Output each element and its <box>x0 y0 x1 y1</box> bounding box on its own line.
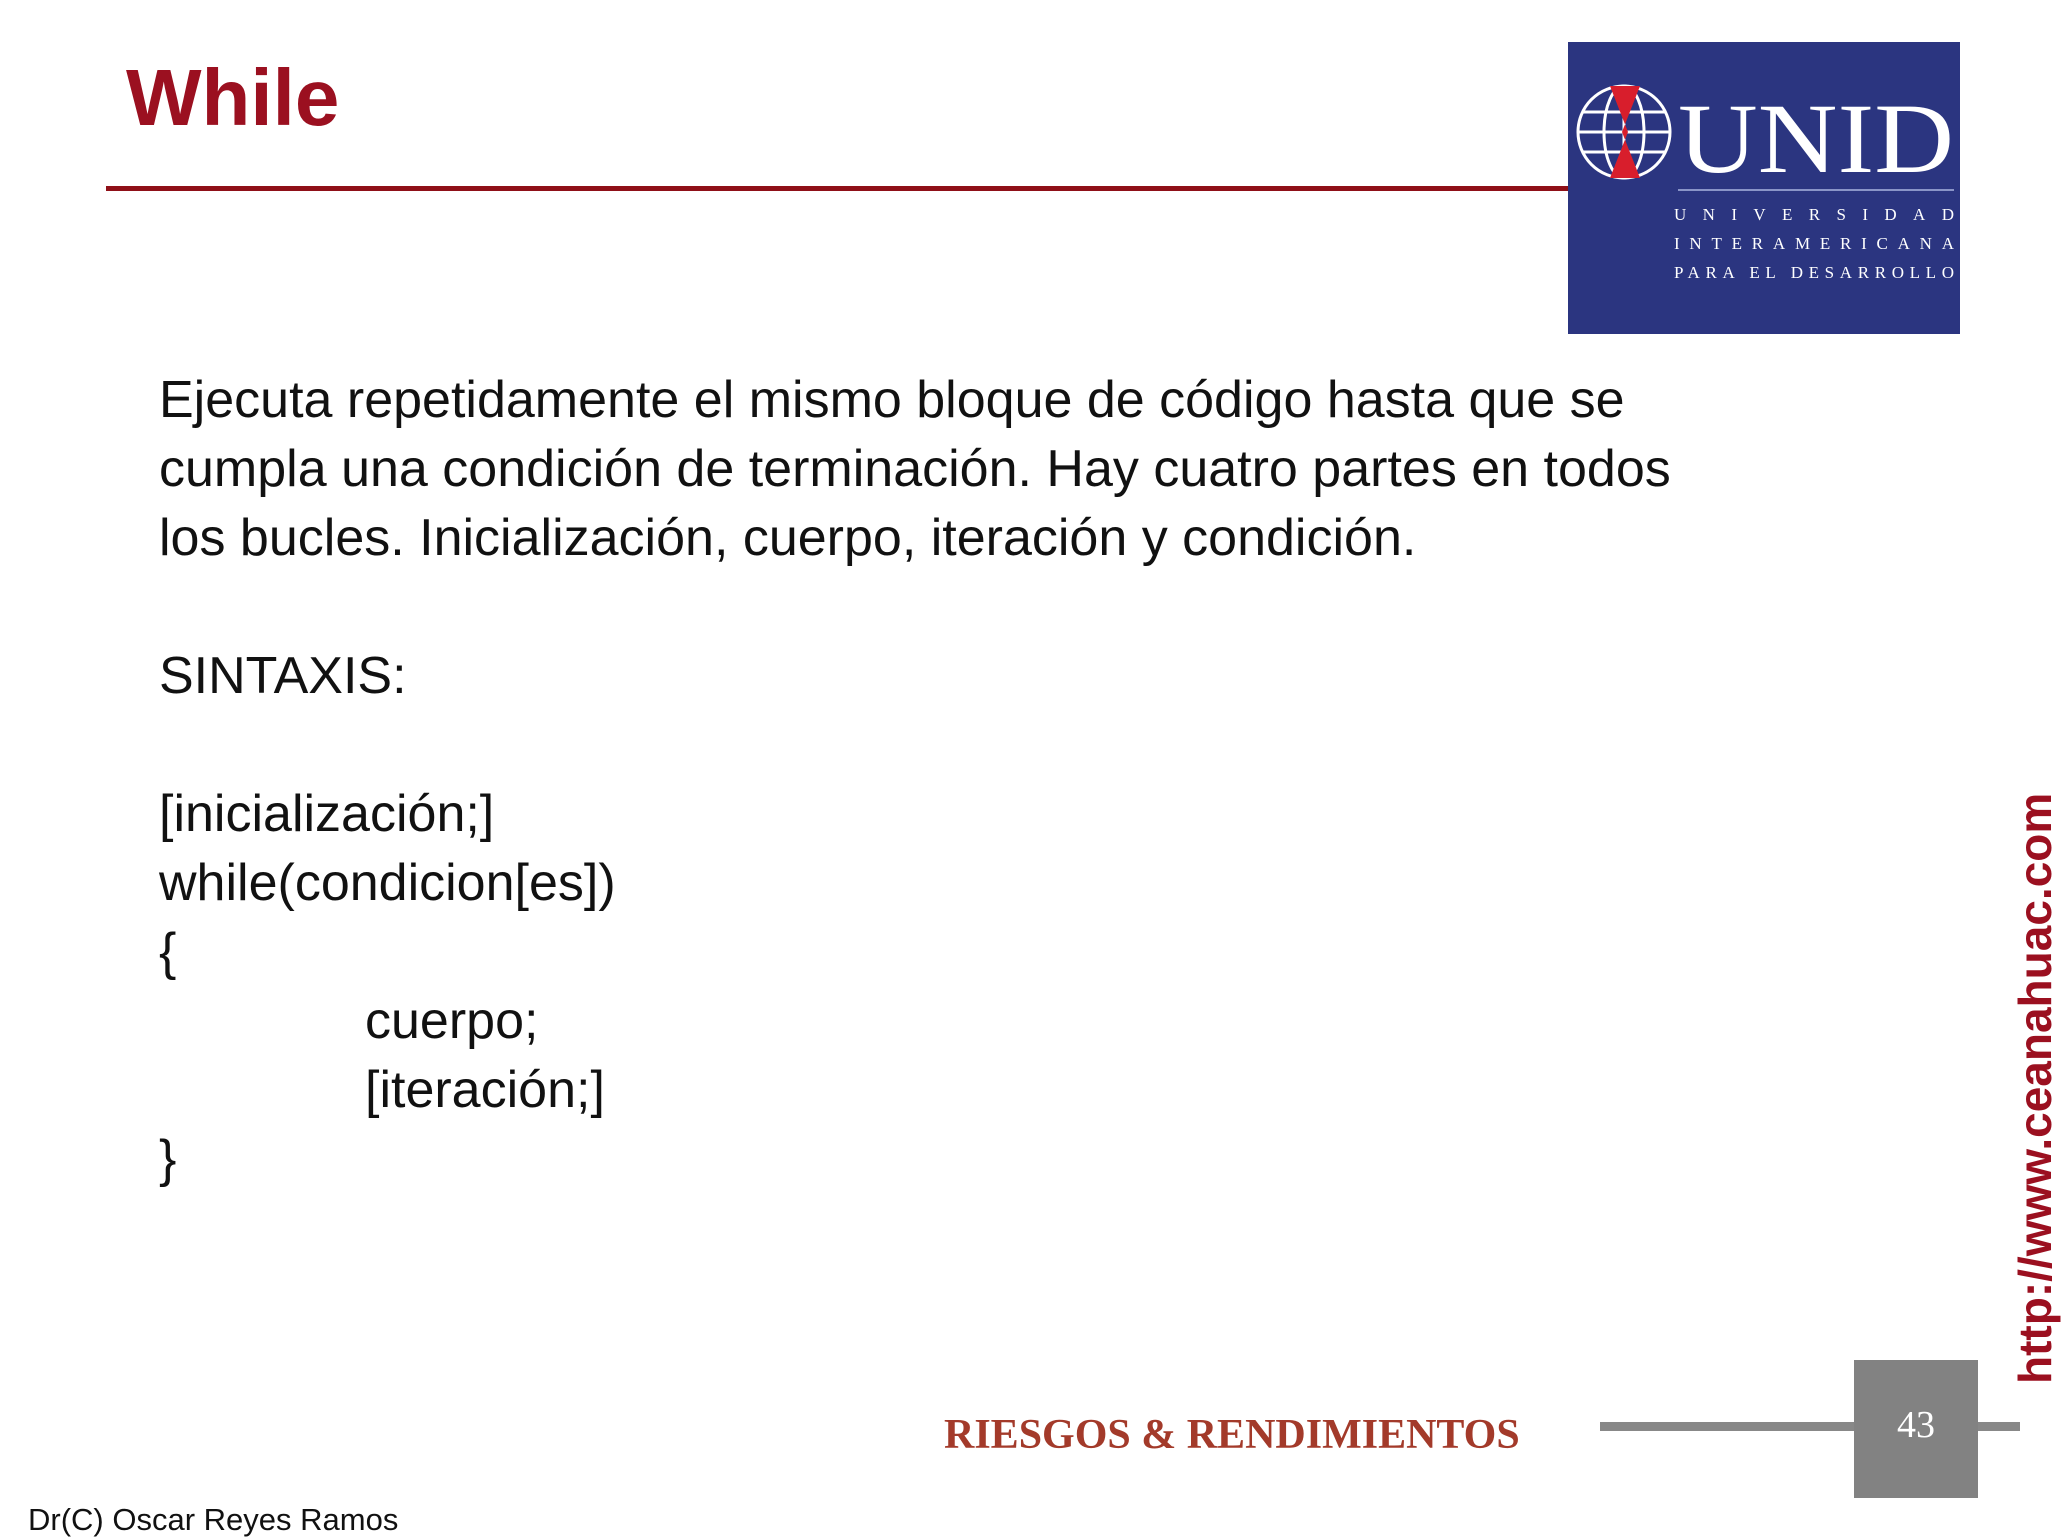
slide-body <box>159 366 1859 1194</box>
logo-line-2: INTERAMERICANA <box>1674 234 1954 253</box>
website-url: http://www.ceanahuac.com <box>2009 792 2061 1384</box>
body-text-line-1: Ejecuta repetidamente el mismo bloque de código hasta que se <box>159 371 1625 429</box>
slide-title: While <box>126 53 340 142</box>
body-text-line-3: los bucles. Inicialización, cuerpo, iteración y condición. <box>159 509 1417 567</box>
code-line-initialization: [inicialización;] <box>159 785 495 843</box>
code-line-close-brace: } <box>159 1130 177 1188</box>
unid-logo <box>1568 42 1960 334</box>
logo-name: UNID <box>1678 83 1954 194</box>
globe-logo-icon <box>1568 42 1960 334</box>
syntax-label: SINTAXIS: <box>159 647 407 705</box>
page-number-box <box>1854 1360 1978 1498</box>
code-line-open-brace: { <box>159 923 177 981</box>
author-name: Dr(C) Oscar Reyes Ramos <box>28 1502 399 1537</box>
code-line-while: while(condicion[es]) <box>159 854 616 912</box>
logo-line-3: PARA EL DESARROLLO <box>1674 263 1954 282</box>
spacer <box>159 573 1859 642</box>
footer-label: RIESGOS & RENDIMIENTOS <box>944 1412 1520 1458</box>
body-text-line-2: cumpla una condición de terminación. Hay cuatro partes en todos <box>159 440 1671 498</box>
page-number: 43 <box>1897 1404 1935 1446</box>
code-line-iteration: [iteración;] <box>365 1061 605 1119</box>
spacer <box>159 711 1859 780</box>
logo-line-1: UNIVERSIDAD <box>1674 205 1954 224</box>
title-divider <box>106 186 1568 191</box>
code-line-body: cuerpo; <box>365 992 539 1050</box>
